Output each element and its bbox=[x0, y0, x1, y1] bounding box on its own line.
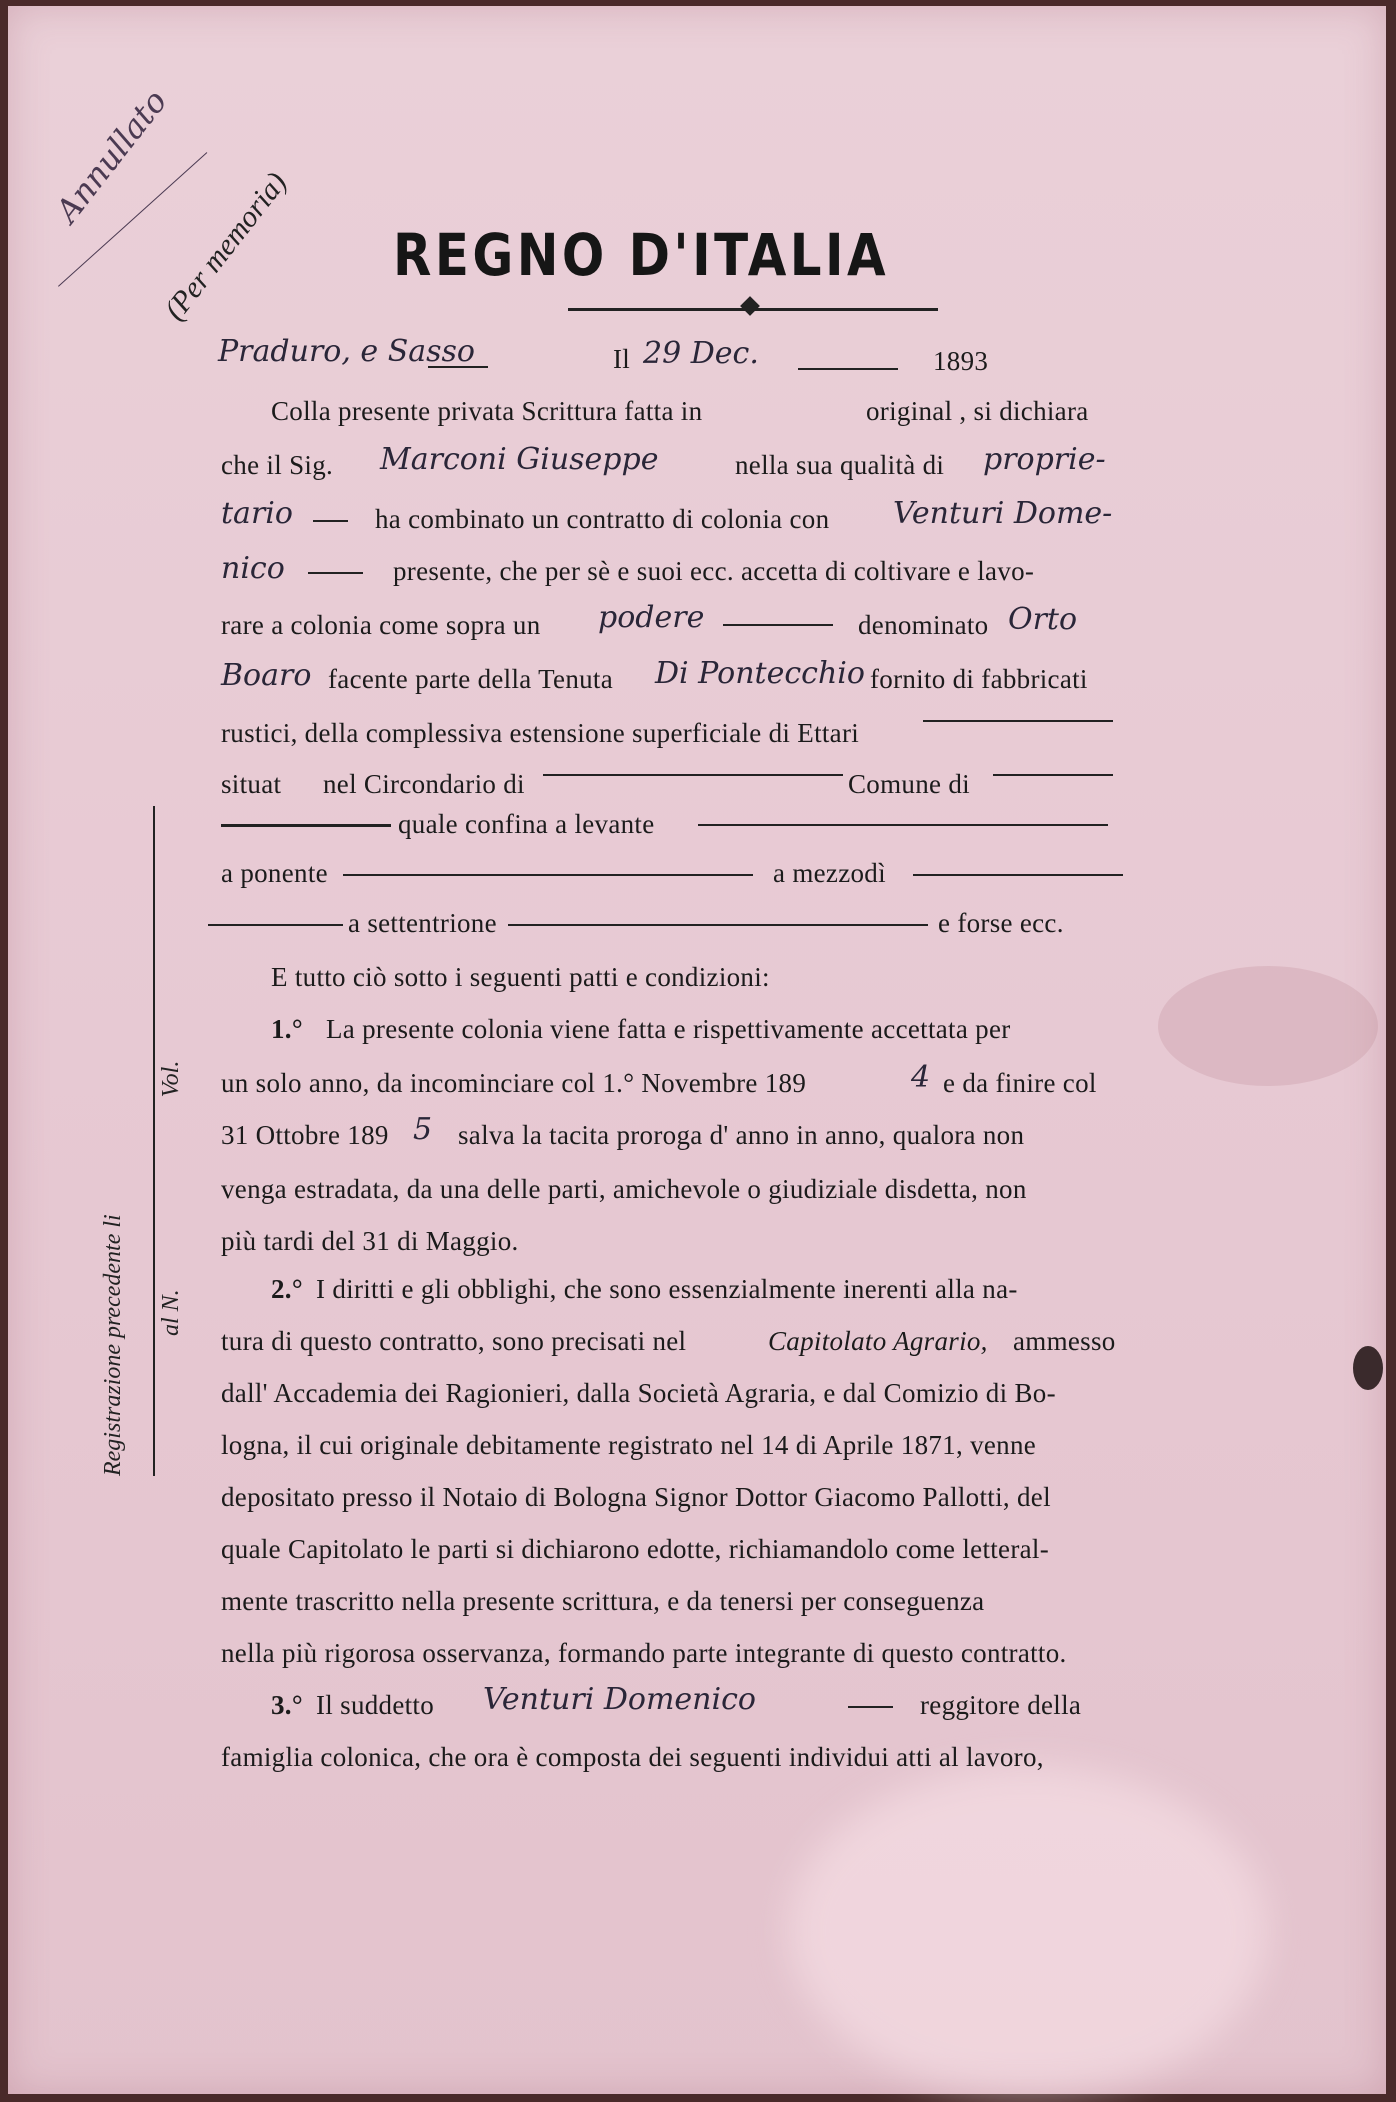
margin-annotation: Annullato bbox=[48, 82, 175, 230]
podere-name-cont: Boaro bbox=[221, 658, 312, 693]
stain bbox=[1158, 966, 1378, 1086]
levante-rule bbox=[698, 824, 1108, 826]
side-al-n: al N. bbox=[158, 1289, 184, 1336]
side-number-label bbox=[158, 1061, 185, 1336]
body-line-1a: Colla presente privata Scrittura fatta in bbox=[271, 396, 703, 426]
clause-2-number: 2.° bbox=[271, 1274, 303, 1304]
title-ornament-diamond bbox=[740, 296, 760, 316]
clause-3-line-1a: Il suddetto bbox=[316, 1690, 435, 1720]
comune-rule bbox=[993, 774, 1113, 776]
body-line-8a: situat bbox=[221, 769, 282, 799]
proprietor-role: proprie- bbox=[983, 442, 1106, 477]
circondario-rule bbox=[543, 774, 843, 776]
clause-2-line-8: nella più rigorosa osservanza, formando parte integrante di questo contratto. bbox=[221, 1638, 1067, 1668]
page-title: REGNO D'ITALIA bbox=[393, 221, 890, 289]
body-line-11b: e forse ecc. bbox=[938, 908, 1064, 938]
finger-shadow bbox=[788, 1766, 1268, 2096]
date-field-rule bbox=[798, 368, 898, 370]
registration-rule bbox=[153, 806, 155, 1476]
clause-1-line-2a: un solo anno, da incominciare col 1.° Novembre 189 bbox=[221, 1068, 807, 1098]
clause-3-number: 3.° bbox=[271, 1690, 303, 1720]
place-field: Praduro, e Sasso bbox=[218, 334, 475, 369]
side-vol: Vol. bbox=[158, 1060, 184, 1098]
clause-2-line-2b: ammesso bbox=[1013, 1326, 1116, 1356]
document-page bbox=[8, 6, 1386, 2094]
side-registration-text: Registrazione precedente li bbox=[100, 1214, 126, 1476]
clause-2-line-3: dall' Accademia dei Ragionieri, dalla Società Agraria, e dal Comizio di Bo- bbox=[221, 1378, 1056, 1408]
body-line-5b: denominato bbox=[858, 610, 989, 640]
clause-2-line-7: mente trascritto nella presente scrittura, e da tenersi per conseguenza bbox=[221, 1586, 985, 1616]
colono-rule bbox=[308, 572, 363, 574]
ink-blot bbox=[1353, 1346, 1383, 1390]
clause-1-line-3a: 31 Ottobre 189 bbox=[221, 1120, 389, 1150]
colono-name-cont: nico bbox=[221, 551, 285, 586]
clause-1-number: 1.° bbox=[271, 1014, 303, 1044]
clause-3-line-1b: reggitore della bbox=[920, 1690, 1082, 1720]
clause-2-line-1: I diritti e gli obblighi, che sono essenzialmente inerenti alla na- bbox=[316, 1274, 1018, 1304]
proprietor-name: Marconi Giuseppe bbox=[380, 442, 659, 477]
clause-2-line-2a: tura di questo contratto, sono precisati nel bbox=[221, 1326, 687, 1356]
clause-2-line-6: quale Capitolato le parti si dichiarono edotte, richiamandolo come letteral- bbox=[221, 1534, 1050, 1564]
body-line-6a: facente parte della Tenuta bbox=[328, 664, 613, 694]
body-line-10a: a ponente bbox=[221, 858, 328, 888]
body-line-5a: rare a colonia come sopra un bbox=[221, 610, 541, 640]
body-line-11a: a settentrione bbox=[348, 908, 497, 938]
clause-1-end-year: 5 bbox=[413, 1112, 433, 1147]
per-memoria-label: (Per memoria) bbox=[158, 166, 294, 327]
body-line-1b: original , si dichiara bbox=[866, 396, 1089, 426]
body-line-12: E tutto ciò sotto i seguenti patti e condizioni: bbox=[271, 962, 770, 992]
body-line-2a: che il Sig. bbox=[221, 450, 334, 480]
clause-2-line-5: depositato presso il Notaio di Bologna Signor Dottor Giacomo Pallotti, del bbox=[221, 1482, 1051, 1512]
settentrione-start-rule bbox=[208, 924, 343, 926]
podere-field: podere bbox=[598, 600, 705, 635]
body-line-8b: nel Circondario di bbox=[323, 769, 525, 799]
year-label: 1893 bbox=[933, 346, 989, 376]
place-field-rule bbox=[428, 366, 488, 368]
body-line-2b: nella sua qualità di bbox=[735, 450, 945, 480]
clause-1-line-1: La presente colonia viene fatta e rispettivamente accettata per bbox=[326, 1014, 1011, 1044]
ponente-rule bbox=[343, 874, 753, 876]
tenuta-name: Di Pontecchio bbox=[655, 656, 865, 691]
clause-1-line-3b: salva la tacita proroga d' anno in anno, qualora non bbox=[458, 1120, 1025, 1150]
side-registration-label bbox=[100, 1214, 127, 1476]
podere-name: Orto bbox=[1008, 602, 1078, 637]
colono-name: Venturi Dome- bbox=[893, 496, 1113, 531]
body-line-9a: quale confina a levante bbox=[398, 809, 655, 839]
ettari-rule bbox=[923, 720, 1113, 722]
clause-2-line-4: logna, il cui originale debitamente registrato nel 14 di Aprile 1871, venne bbox=[221, 1430, 1037, 1460]
clause-3-colono: Venturi Domenico bbox=[483, 1682, 756, 1717]
role-rule bbox=[313, 520, 348, 522]
body-line-4a: presente, che per sè e suoi ecc. accetta di coltivare e lavo- bbox=[393, 556, 1035, 586]
settentrione-rule bbox=[508, 924, 928, 926]
body-line-6b: fornito di fabbricati bbox=[870, 664, 1088, 694]
body-line-8c: Comune di bbox=[848, 769, 970, 799]
date-field: 29 Dec. bbox=[643, 336, 759, 371]
body-line-7a: rustici, della complessiva estensione superficiale di Ettari bbox=[221, 718, 860, 748]
clause-1-line-2b: e da finire col bbox=[943, 1068, 1097, 1098]
clause-1-start-year: 4 bbox=[911, 1060, 931, 1095]
clause-2-capitolato: Capitolato Agrario, bbox=[768, 1326, 988, 1356]
mezzodi-rule bbox=[913, 874, 1123, 876]
proprietor-role-cont: tario bbox=[221, 496, 293, 531]
confine-start-rule bbox=[221, 824, 391, 827]
podere-rule bbox=[723, 624, 833, 626]
clause-3-rule bbox=[848, 1706, 893, 1708]
clause-1-line-4: venga estradata, da una delle parti, amichevole o giudiziale disdetta, non bbox=[221, 1174, 1027, 1204]
il-label: Il bbox=[613, 344, 631, 374]
body-line-10b: a mezzodì bbox=[773, 858, 886, 888]
clause-1-line-5: più tardi del 31 di Maggio. bbox=[221, 1226, 519, 1256]
clause-3-line-2: famiglia colonica, che ora è composta dei seguenti individui atti al lavoro, bbox=[221, 1742, 1044, 1772]
body-line-3a: ha combinato un contratto di colonia con bbox=[375, 504, 830, 534]
